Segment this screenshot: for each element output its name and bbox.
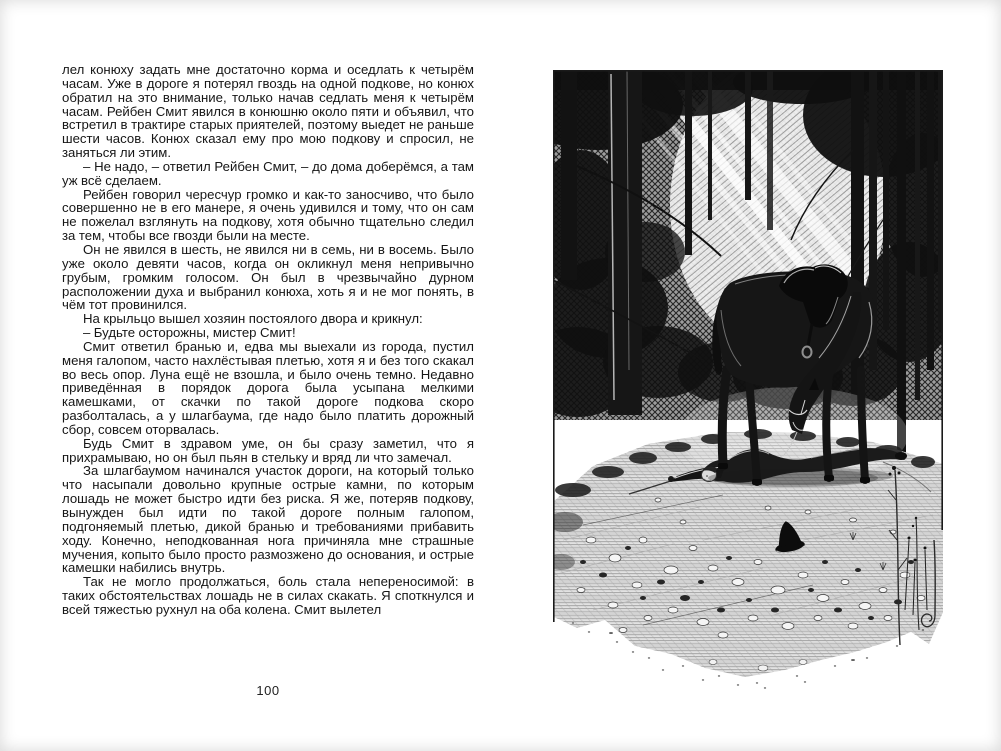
paragraph: Будь Смит в здравом уме, он бы сразу заметил, что я прихрамываю, но он был пьян в стельку и вряд ли что замечал. bbox=[62, 435, 474, 465]
paragraph: лел конюху задать мне достаточно корма и оседлать к четырём часам. Уже в дороге я потерял гвоздь на одной подкове, но конюх обратил на это внимание, только начав седлать меня к четырём часам. Рейбен Смит явился в конюшню около пяти и объявил, что встретил в трактире старых приятелей, поэтому выедет не раньше шести часов. Конюх сказал ему про мою подкову и спросил, не заняться ли этим. bbox=[62, 62, 474, 161]
paragraph: Рейбен говорил чересчур громко и как-то заносчиво, что было совершенно не в его манере, я очень удивился и тому, что он сам не пожелал взглянуть на подкову, хотя обычно тщательно следил за тем, чтобы все гвозди были на месте. bbox=[62, 186, 474, 244]
page-number: 100 bbox=[256, 683, 280, 698]
paragraph: – Будьте осторожны, мистер Смит! bbox=[83, 325, 296, 341]
paragraph: Так не могло продолжаться, боль стала непереносимой: в таких обстоятельствах лошадь не в силах скакать. Я споткнулся и всей тяжестью рухнул на оба колена. Смит вылетел bbox=[62, 574, 474, 617]
paragraph: – Не надо, – ответил Рейбен Смит, – до дома доберёмся, а там уж всё сделаем. bbox=[62, 158, 474, 188]
paragraph: За шлагбаумом начинался участок дороги, на который только что насыпали довольно крупные острые камни, по которым лошадь не может быстро идти без риска. Я же, потеряв подкову, вынужден был идти по такой дороге полным галопом, подгоняемый плетью, дикой бранью и требованиями прибавить ходу. Конечно, неподкованная нога причиняла мне страшные мучения, копыто было просто размозжено до основания, и острые камешки набились внутрь. bbox=[62, 463, 474, 576]
paragraph: На крыльцо вышел хозяин постоялого двора и крикнул: bbox=[83, 311, 423, 327]
body-text bbox=[62, 63, 474, 617]
forest-horse-illustration bbox=[553, 70, 943, 690]
paragraph: Смит ответил бранью и, едва мы выехали из города, пустил меня галопом, часто нахлёстывая плетью, хотя я и без того скакал во весь опор. Луна ещё не взошла, и было очень темно. Недавно приведённая в порядок дорога была усыпана мелкими камешками, от скачки по такой дороге подкова скоро разболталась, а у шлагбаума, где надо было платить дорожный сбор, совсем оторвалась. bbox=[62, 338, 474, 437]
paragraph: Он не явился в шесть, не явился ни в семь, ни в восемь. Было уже около девяти часов, когда он окликнул меня непривычно грубым, громким голосом. Он был в чрезвычайно дурном расположении духа и выбранил конюха, хоть я и не мог понять, в чём тот провинился. bbox=[62, 241, 474, 313]
